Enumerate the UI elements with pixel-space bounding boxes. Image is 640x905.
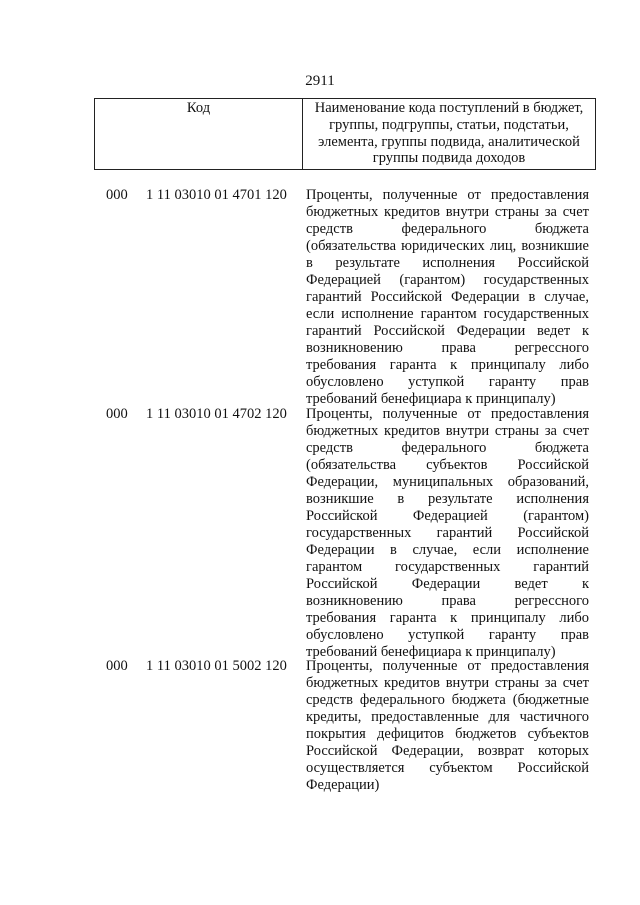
entry-admin-code: 000 xyxy=(106,406,128,422)
entry-income-code: 1 11 03010 01 5002 120 xyxy=(146,658,287,674)
entry-income-code: 1 11 03010 01 4702 120 xyxy=(146,406,287,422)
entry-description xyxy=(306,658,589,794)
description-line: государственных гарантий Российской xyxy=(306,525,589,541)
description-line: кредиты, предоставленные для частичного xyxy=(306,709,589,725)
table-header xyxy=(94,98,596,170)
page-number: 2911 xyxy=(305,73,335,89)
entry-admin-code: 000 xyxy=(106,187,128,203)
description-line: покрытия дефицитов бюджетов субъектов xyxy=(306,726,589,742)
description-line: Федерации, муниципальных образований, xyxy=(306,474,589,490)
description-line: если исполнение гарантом государственных xyxy=(306,306,589,322)
header-name-line: группы, подгруппы, статьи, подстатьи, xyxy=(329,116,569,133)
header-code-cell xyxy=(95,99,303,169)
header-code-label: Код xyxy=(186,100,211,116)
entry-income-code: 1 11 03010 01 4701 120 xyxy=(146,187,287,203)
description-line: обусловлено уступкой гаранту прав xyxy=(306,374,589,390)
description-line: Проценты, полученные от предоставления xyxy=(306,187,589,203)
description-line: Федерации в случае, если исполнение xyxy=(306,542,589,558)
header-name-line: Наименование кода поступлений в бюджет, xyxy=(314,100,584,116)
description-line: обусловлено уступкой гаранту прав xyxy=(306,627,589,643)
description-line: (обязательства субъектов Российской xyxy=(306,457,589,473)
description-line: осуществляется субъектом Российской xyxy=(306,760,589,776)
description-line: в результате исполнения Российской xyxy=(306,255,589,271)
description-line: требования гаранта к принципалу либо xyxy=(306,357,589,373)
description-line: Федерации) xyxy=(306,777,380,793)
description-line: Российской Федерации, возврат которых xyxy=(306,743,589,759)
description-line: гарантий Российской Федерации в случае, xyxy=(306,289,589,305)
description-line: средств федерального бюджета (бюджетные xyxy=(306,692,589,708)
description-line: бюджетных кредитов внутри страны за счет xyxy=(306,204,589,220)
description-line: требований бенефициара к принципалу) xyxy=(306,391,556,407)
header-name-line: элемента, группы подвида, аналитической xyxy=(318,133,580,150)
description-line: гарантом государственных гарантий xyxy=(306,559,589,575)
header-name-line: группы подвида доходов xyxy=(372,150,526,167)
description-line: бюджетных кредитов внутри страны за счет xyxy=(306,423,589,439)
entry-admin-code: 000 xyxy=(106,658,128,674)
description-line: Проценты, полученные от предоставления xyxy=(306,406,589,422)
description-line: требования гаранта к принципалу либо xyxy=(306,610,589,626)
description-line: возникновению права регрессного xyxy=(306,340,589,356)
description-line: средств федерального бюджета xyxy=(306,440,589,456)
description-line: возникшие в результате исполнения xyxy=(306,491,589,507)
description-line: Проценты, полученные от предоставления xyxy=(306,658,589,674)
description-line: Российской Федерацией (гарантом) xyxy=(306,508,589,524)
description-line: Российской Федерации ведет к xyxy=(306,576,589,592)
description-line: требований бенефициара к принципалу) xyxy=(306,644,556,660)
header-name-cell xyxy=(303,99,595,169)
description-line: (обязательства юридических лиц, возникшие xyxy=(306,238,589,254)
description-line: возникновению права регрессного xyxy=(306,593,589,609)
description-line: гарантий Российской Федерации ведет к xyxy=(306,323,589,339)
description-line: Федерацией (гарантом) государственных xyxy=(306,272,589,288)
entry-description xyxy=(306,187,589,408)
description-line: средств федерального бюджета xyxy=(306,221,589,237)
entry-description xyxy=(306,406,589,661)
description-line: бюджетных кредитов внутри страны за счет xyxy=(306,675,589,691)
